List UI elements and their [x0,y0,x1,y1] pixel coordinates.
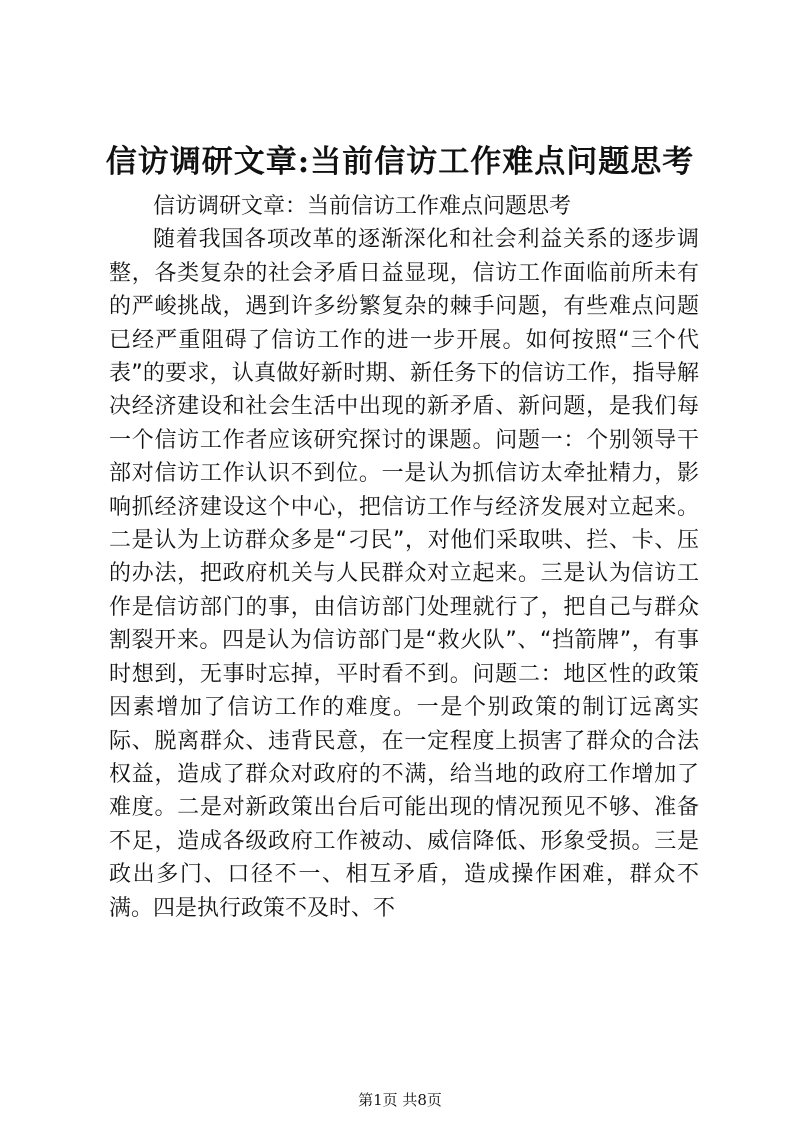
document-body [109,190,699,925]
page-number: 第1页 共8页 [358,1091,442,1109]
body-paragraph: 随着我国各项改革的逐渐深化和社会利益关系的逐步调整，各类复杂的社会矛盾日益显现，信访工作面临前所未有的严峻挑战，遇到许多纷繁复杂的棘手问题，有些难点问题已经严重阻碍了信访工作的进一步开展。如何按照“三个代表”的要求，认真做好新时期、新任务下的信访工作，指导解决经济建设和社会生活中出现的新矛盾、新问题，是我们每一个信访工作者应该研究探讨的课题。问题一：个别领导干部对信访工作认识不到位。一是认为抓信访太牵扯精力，影响抓经济建设这个中心，把信访工作与经济发展对立起来。二是认为上访群众多是“刁民”，对他们采取哄、拦、卡、压的办法，把政府机关与人民群众对立起来。三是认为信访工作是信访部门的事，由信访部门处理就行了，把自己与群众割裂开来。四是认为信访部门是“救火队”、“挡箭牌”，有事时想到，无事时忘掉，平时看不到。问题二：地区性的政策因素增加了信访工作的难度。一是个别政策的制订远离实际、脱离群众、违背民意，在一定程度上损害了群众的合法权益，造成了群众对政府的不满，给当地的政府工作增加了难度。二是对新政策出台后可能出现的情况预见不够、准备不足，造成各级政府工作被动、威信降低、形象受损。三是政出多门、口径不一、相互矛盾，造成操作困难，群众不满。四是执行政策不及时、不 [109,227,699,921]
subtitle-line: 信访调研文章：当前信访工作难点问题思考 [153,194,572,219]
document-title: 信访调研文章:当前信访工作难点问题思考 [105,144,695,180]
